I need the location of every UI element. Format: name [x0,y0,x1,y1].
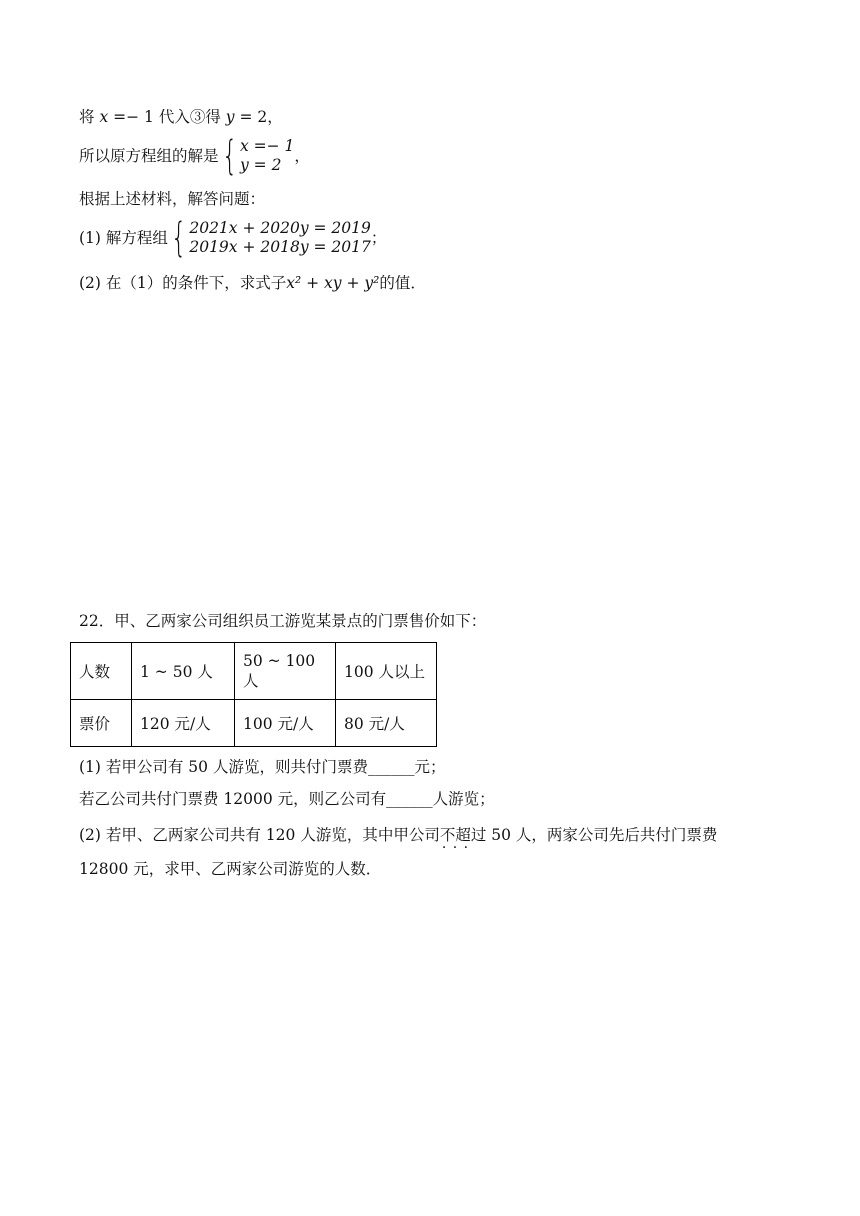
math: =− 1 [108,108,154,126]
text: 代入③得 [153,108,226,126]
text: ， [294,147,310,165]
math-var: x [99,108,109,126]
text: ； [370,229,387,247]
emphasis-text: 不超过 · · · [440,824,487,846]
equation: 2019x + 2018y = 2017 [189,238,371,256]
table-cell: 100 元/人 [235,700,336,747]
table-cell: 票价 [71,700,132,747]
table-cell: 人数 [71,643,132,700]
text: (1) 解方程组 [79,229,168,247]
math-expression: x² + xy + y² [286,274,380,292]
table-cell: 1 ~ 50 人 [132,643,235,700]
text: (2) 在（1）的条件下，求式子 [79,274,287,292]
equation-system [189,219,371,257]
question-22-title: 22．甲、乙两家公司组织员工游览某景点的门票售价如下： [79,612,487,630]
equation-system [240,137,294,175]
q22-part-1: (1) 若甲公司有 50 人游览，则共付门票费______元； [79,758,446,776]
table-cell: 120 元/人 [132,700,235,747]
text: 的值． [379,274,426,292]
table-row [71,643,437,700]
equation: 2021x + 2020y = 2019 [189,219,371,237]
table-cell: 100 人以上 [336,643,437,700]
brace: { [170,215,187,261]
table-cell: 80 元/人 [336,700,437,747]
brace: { [221,133,237,179]
text-line-substitute [79,106,283,128]
equation: x =− 1 [239,137,295,155]
table-cell: 50 ~ 100 人 [235,643,336,700]
price-table [70,642,437,747]
math: = 2， [234,108,283,126]
q22-part-2b: 12800 元，求甲、乙两家公司游览的人数． [79,860,382,878]
text-line-instruction: 根据上述材料，解答问题： [79,190,266,208]
equation: y = 2 [239,156,282,174]
q22-part-2 [79,824,717,846]
text: (2) 若甲、乙两家公司共有 120 人游览，其中甲公司 [79,826,440,844]
math-var: y [225,108,235,126]
q22-part-1b: 若乙公司共付门票费 12000 元，则乙公司有______人游览； [79,790,495,808]
question-2 [79,272,426,294]
table-row [71,700,437,747]
text: 所以原方程组的解是 [79,147,219,165]
question-1 [79,215,387,261]
text-line-solution [79,133,310,179]
text: 50 人，两家公司先后共付门票费 [486,826,718,844]
text: 将 [79,108,95,126]
